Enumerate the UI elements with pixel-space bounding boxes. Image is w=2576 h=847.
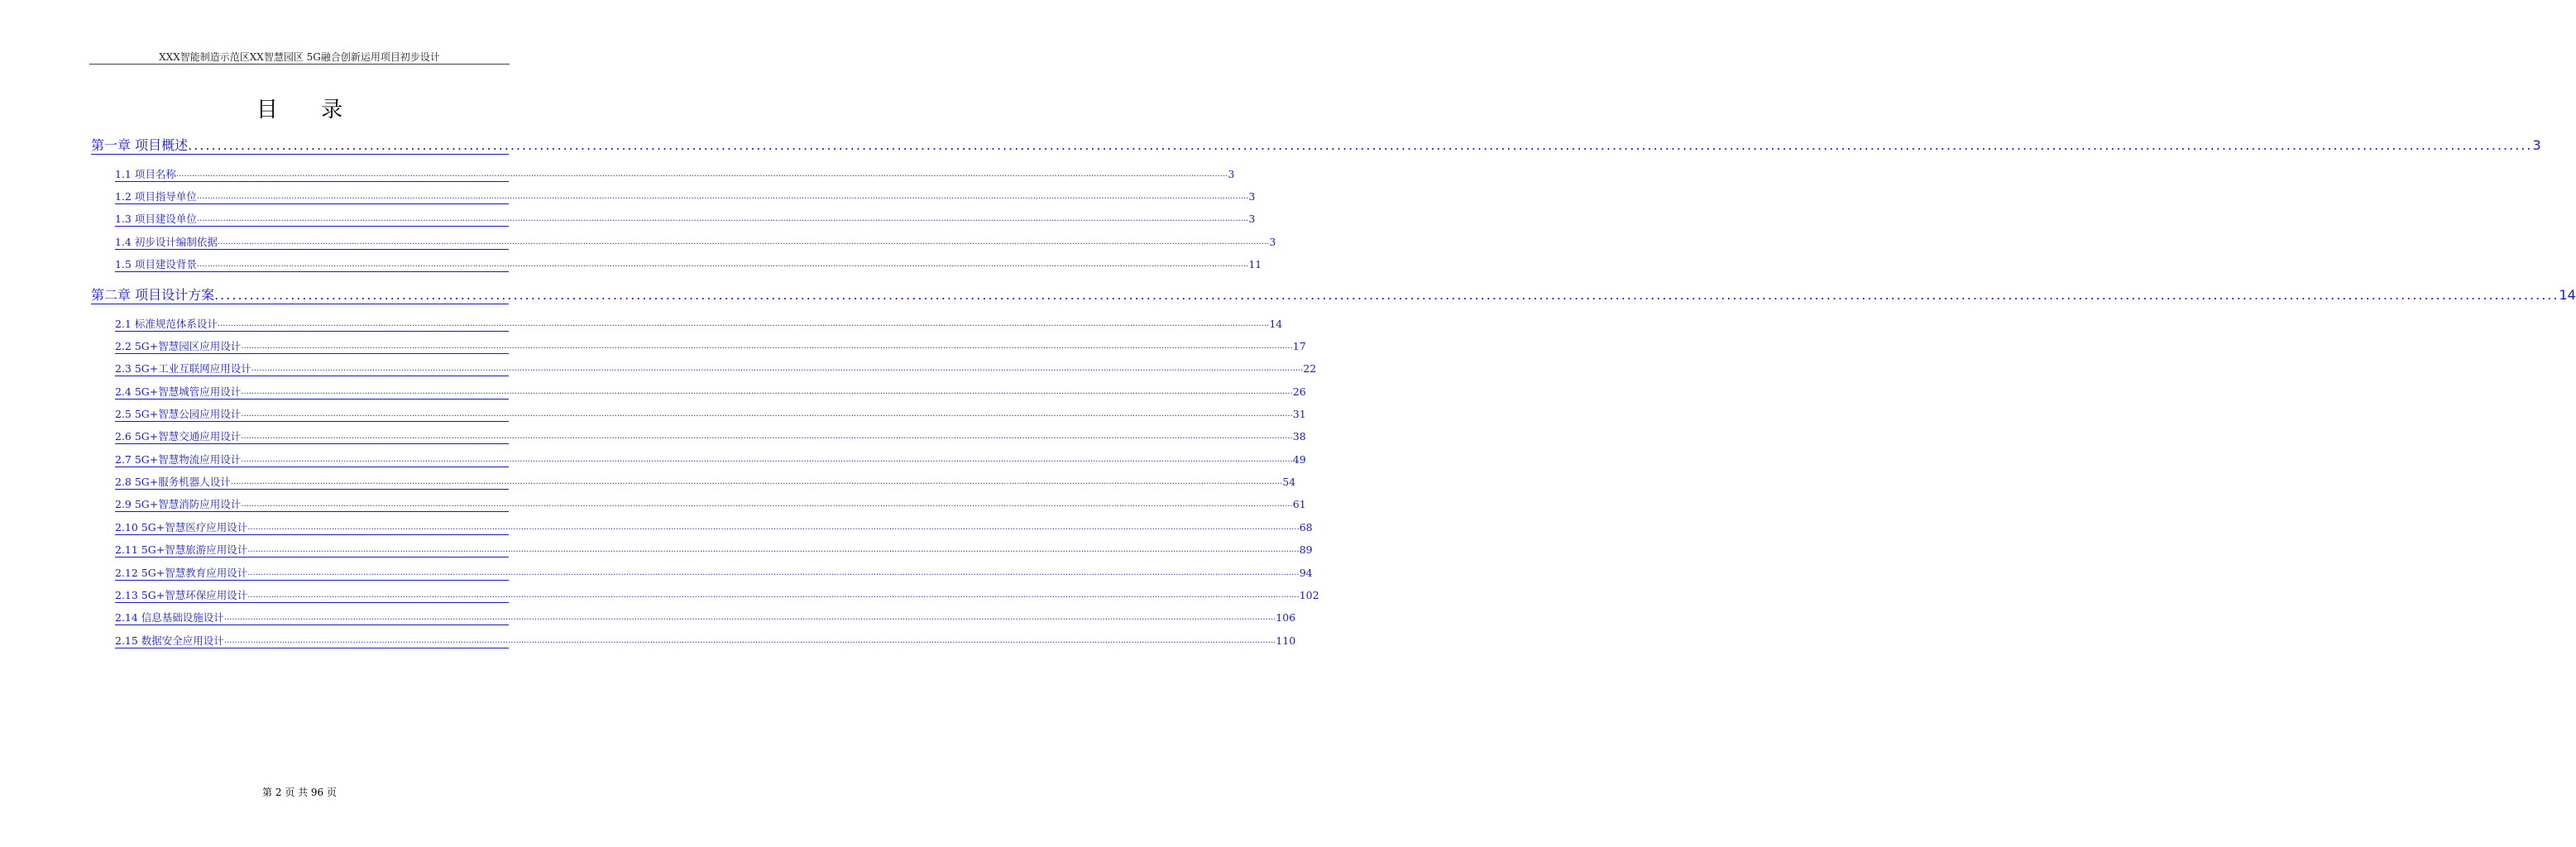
toc-section-1-1[interactable]	[115, 168, 1235, 182]
toc-section-label: 1.2 项目指导单位	[115, 190, 197, 203]
toc-page-number: 14	[2559, 287, 2576, 303]
toc-leader: ................................................................................................................................................................................................................................................................................................................................................................................................................	[188, 137, 2533, 153]
toc-section-label: 2.9 5G+智慧消防应用设计	[115, 498, 242, 510]
toc-section-label: 2.8 5G+服务机器人设计	[115, 476, 231, 488]
toc-section-label: 2.2 5G+智慧园区应用设计	[115, 340, 242, 352]
toc-section-label: 2.14 信息基础设施设计	[115, 611, 224, 624]
toc-section-label: 2.13 5G+智慧环保应用设计	[115, 589, 248, 601]
toc-section-label: 2.1 标准规范体系设计	[115, 318, 218, 330]
toc-section-label: 2.3 5G+工业互联网应用设计	[115, 362, 251, 375]
toc-page-number: 54	[1282, 476, 1296, 488]
toc-section-2-9[interactable]	[115, 498, 1306, 512]
toc-page-number: 106	[1276, 611, 1296, 624]
header-divider	[89, 64, 510, 65]
toc-section-2-7[interactable]	[115, 453, 1306, 467]
toc-leader: ................................................................................................................................................................................................................................................................................................................................................................................................................	[241, 455, 1293, 464]
toc-section-2-6[interactable]	[115, 430, 1306, 444]
toc-section-2-5[interactable]	[115, 408, 1306, 422]
toc-page-number: 22	[1303, 362, 1317, 375]
toc-section-label: 2.15 数据安全应用设计	[115, 634, 224, 647]
toc-leader: ................................................................................................................................................................................................................................................................................................................................................................................................................	[223, 636, 1276, 645]
toc-section-label: 2.6 5G+智慧交通应用设计	[115, 430, 242, 443]
toc-leader: ................................................................................................................................................................................................................................................................................................................................................................................................................	[196, 192, 1249, 201]
toc-leader: ................................................................................................................................................................................................................................................................................................................................................................................................................	[223, 613, 1276, 622]
toc-page-number: 3	[1228, 168, 1235, 180]
toc-leader: ................................................................................................................................................................................................................................................................................................................................................................................................................	[241, 387, 1293, 396]
page-footer: 第 2 页 共 96 页	[262, 787, 337, 798]
toc-section-1-4[interactable]	[115, 236, 1276, 250]
toc-page-number: 110	[1276, 634, 1296, 647]
toc-page-number: 3	[1248, 213, 1256, 225]
toc-leader: ................................................................................................................................................................................................................................................................................................................................................................................................................	[251, 364, 1304, 373]
toc-page-number: 94	[1299, 567, 1313, 579]
toc-section-2-14[interactable]	[115, 611, 1296, 625]
toc-section-label: 2.11 5G+智慧旅游应用设计	[115, 543, 248, 556]
toc-leader: ................................................................................................................................................................................................................................................................................................................................................................................................................	[230, 477, 1283, 486]
toc-section-2-10[interactable]	[115, 521, 1313, 535]
toc-page-number: 3	[2532, 137, 2541, 153]
page-header: XXX智能制造示范区XX智慧园区 5G融合创新运用项目初步设计	[159, 51, 440, 63]
toc-section-2-12[interactable]	[115, 567, 1313, 581]
toc-leader: ................................................................................................................................................................................................................................................................................................................................................................................................................	[175, 170, 1228, 179]
toc-page-number: 14	[1269, 318, 1283, 330]
toc-section-1-2[interactable]	[115, 190, 1256, 204]
toc-section-1-5[interactable]	[115, 258, 1262, 272]
toc-leader: ................................................................................................................................................................................................................................................................................................................................................................................................................	[247, 545, 1300, 554]
toc-section-2-1[interactable]	[115, 318, 1283, 332]
toc-leader: ................................................................................................................................................................................................................................................................................................................................................................................................................	[214, 287, 2559, 303]
toc-page-number: 102	[1299, 589, 1319, 601]
toc-page-number: 49	[1292, 453, 1306, 466]
toc-leader: ................................................................................................................................................................................................................................................................................................................................................................................................................	[241, 342, 1293, 351]
toc-section-label: 1.4 初步设计编制依据	[115, 236, 218, 248]
toc-section-label: 2.5 5G+智慧公园应用设计	[115, 408, 242, 420]
toc-page-number: 31	[1292, 408, 1306, 420]
toc-page-number: 26	[1292, 385, 1306, 398]
toc-chapter-label: 第一章 项目概述	[91, 137, 189, 153]
toc-section-label: 2.12 5G+智慧教育应用设计	[115, 567, 248, 579]
toc-leader: ................................................................................................................................................................................................................................................................................................................................................................................................................	[241, 409, 1293, 419]
toc-section-label: 2.10 5G+智慧医疗应用设计	[115, 521, 248, 534]
toc-leader: ................................................................................................................................................................................................................................................................................................................................................................................................................	[241, 432, 1293, 441]
toc-leader: ................................................................................................................................................................................................................................................................................................................................................................................................................	[196, 214, 1249, 223]
toc-chapter-1[interactable]	[91, 137, 2541, 155]
toc-page-number: 3	[1248, 190, 1256, 203]
toc-section-label: 1.3 项目建设单位	[115, 213, 197, 225]
toc-page-number: 3	[1269, 236, 1276, 248]
toc-leader: ................................................................................................................................................................................................................................................................................................................................................................................................................	[247, 523, 1300, 532]
toc-leader: ................................................................................................................................................................................................................................................................................................................................................................................................................	[217, 319, 1270, 328]
toc-section-label: 1.1 项目名称	[115, 168, 176, 180]
toc-page-number: 89	[1299, 543, 1313, 556]
toc-title: 目 录	[256, 98, 362, 122]
toc-section-label: 1.5 项目建设背景	[115, 258, 197, 270]
toc-page-number: 11	[1248, 258, 1262, 270]
toc-section-2-11[interactable]	[115, 543, 1313, 557]
toc-page-number: 38	[1292, 430, 1306, 443]
toc-leader: ................................................................................................................................................................................................................................................................................................................................................................................................................	[247, 568, 1300, 577]
toc-leader: ................................................................................................................................................................................................................................................................................................................................................................................................................	[196, 260, 1249, 269]
toc-section-2-2[interactable]	[115, 340, 1306, 354]
toc-section-2-15[interactable]	[115, 634, 1296, 648]
toc-section-2-8[interactable]	[115, 476, 1296, 490]
toc-leader: ................................................................................................................................................................................................................................................................................................................................................................................................................	[247, 591, 1300, 600]
toc-chapter-2[interactable]	[91, 287, 2576, 304]
toc-page-number: 17	[1292, 340, 1306, 352]
toc-leader: ................................................................................................................................................................................................................................................................................................................................................................................................................	[217, 237, 1270, 246]
toc-section-1-3[interactable]	[115, 213, 1256, 227]
toc-section-label: 2.4 5G+智慧城管应用设计	[115, 385, 242, 398]
toc-page-number: 68	[1299, 521, 1313, 534]
toc-chapter-label: 第二章 项目设计方案	[91, 287, 215, 303]
toc-section-2-4[interactable]	[115, 385, 1306, 400]
toc-section-label: 2.7 5G+智慧物流应用设计	[115, 453, 242, 466]
toc-section-2-3[interactable]	[115, 362, 1317, 376]
toc-leader: ................................................................................................................................................................................................................................................................................................................................................................................................................	[241, 500, 1293, 509]
toc-page-number: 61	[1292, 498, 1306, 510]
toc-section-2-13[interactable]	[115, 589, 1319, 603]
